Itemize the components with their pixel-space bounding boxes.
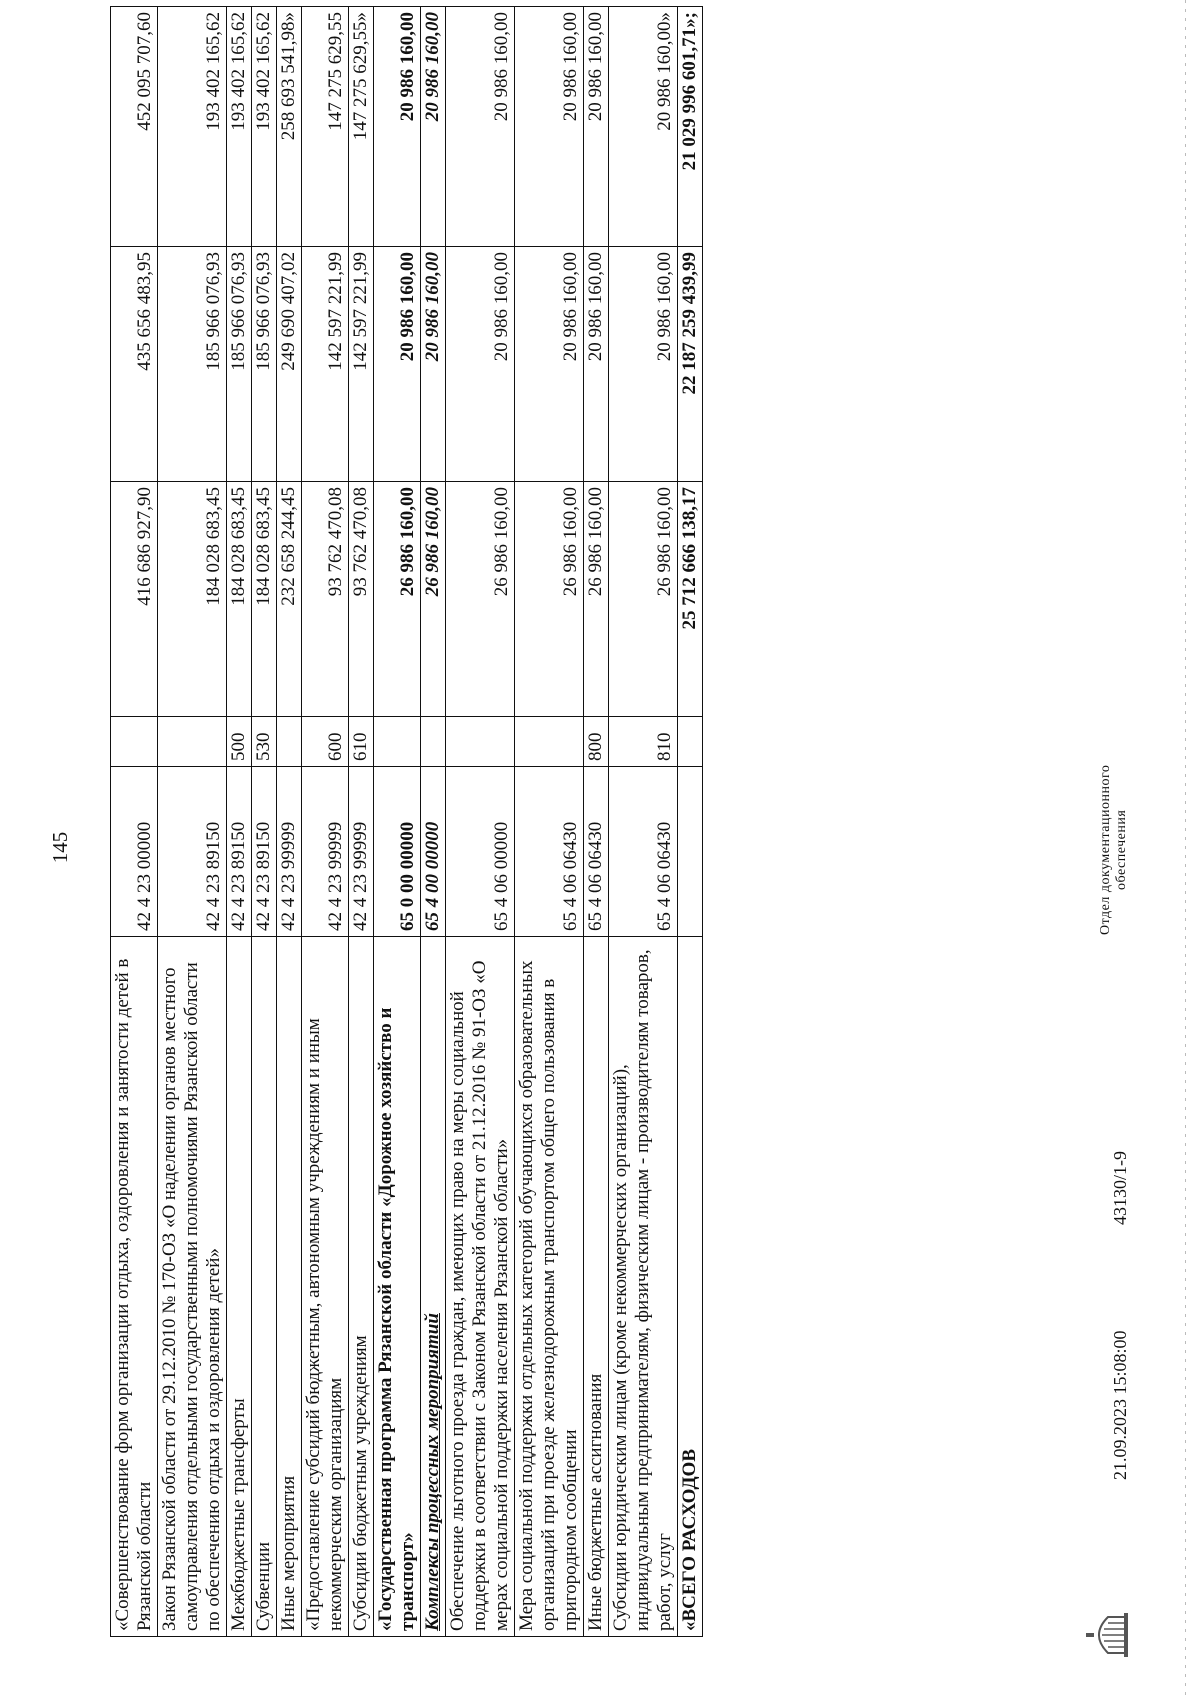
row-value-2024-cell: 185 966 076,93 <box>158 247 227 482</box>
row-value-2023-cell: 416 686 927,90 <box>111 482 158 717</box>
row-value-2023-cell: 26 986 160,00 <box>421 482 446 717</box>
footer-department <box>1098 765 1130 935</box>
footer-doc-number: 43130/1-9 <box>1110 1151 1130 1225</box>
row-value-2025-cell: 20 986 160,00 <box>446 7 515 247</box>
table-row <box>349 7 374 1637</box>
row-name-cell: Закон Рязанской области от 29.12.2010 № 170-ОЗ «О наделении органов местного самоуправления отдельными государственными полномочиями Рязанской области по обеспечению отдыха и оздоровления детей» <box>158 937 227 1637</box>
row-vr-cell <box>446 717 515 767</box>
row-name-cell: «Совершенствование форм организации отдыха, оздоровления и занятости детей в Рязанской области <box>111 937 158 1637</box>
row-value-2023-cell: 93 762 470,08 <box>302 482 349 717</box>
row-value-2025-cell: 20 986 160,00 <box>584 7 609 247</box>
table-row <box>302 7 349 1637</box>
row-name-cell: Субсидии бюджетным учреждениям <box>349 937 374 1637</box>
row-value-2024-cell: 142 597 221,99 <box>302 247 349 482</box>
row-vr-cell <box>515 717 584 767</box>
row-value-2024-cell: 435 656 483,95 <box>111 247 158 482</box>
duma-building-logo-icon <box>1080 1605 1140 1665</box>
row-value-2023-cell: 26 986 160,00 <box>446 482 515 717</box>
row-vr-cell: 610 <box>349 717 374 767</box>
row-value-2025-cell: 147 275 629,55 <box>302 7 349 247</box>
row-name-cell: Межбюджетные трансферты <box>227 937 252 1637</box>
row-code-cell: 42 4 23 89150 <box>252 767 277 937</box>
row-name-cell: Субвенции <box>252 937 277 1637</box>
row-value-2024-cell: 22 187 259 439,99 <box>678 247 703 482</box>
row-value-2025-cell: 193 402 165,62 <box>252 7 277 247</box>
row-code-cell: 42 4 23 99999 <box>349 767 374 937</box>
table-row <box>515 7 584 1637</box>
row-value-2023-cell: 93 762 470,08 <box>349 482 374 717</box>
row-vr-cell <box>111 717 158 767</box>
budget-table <box>110 6 703 1637</box>
row-code-cell: 42 4 23 00000 <box>111 767 158 937</box>
row-value-2025-cell: 452 095 707,60 <box>111 7 158 247</box>
row-code-cell: 42 4 23 99999 <box>277 767 302 937</box>
row-name-cell: «ВСЕГО РАСХОДОВ <box>678 937 703 1637</box>
table-row <box>678 7 703 1637</box>
row-name-cell: Субсидии юридическим лицам (кроме некоммерческих организаций), индивидуальным предпринимателям, физическим лицам - производителям товаров, работ, услуг <box>609 937 678 1637</box>
row-code-cell: 65 4 06 06430 <box>584 767 609 937</box>
row-value-2025-cell: 193 402 165,62 <box>158 7 227 247</box>
row-value-2024-cell: 20 986 160,00 <box>584 247 609 482</box>
table-row <box>111 7 158 1637</box>
row-value-2024-cell: 185 966 076,93 <box>252 247 277 482</box>
row-vr-cell <box>158 717 227 767</box>
row-value-2025-cell: 20 986 160,00 <box>515 7 584 247</box>
row-value-2024-cell: 249 690 407,02 <box>277 247 302 482</box>
footer-date: 21.09.2023 15:08:00 <box>1110 1330 1130 1480</box>
row-name-cell: «Предоставление субсидий бюджетным, автономным учреждениям и иным некоммерческим организациям <box>302 937 349 1637</box>
row-value-2023-cell: 184 028 683,45 <box>158 482 227 717</box>
row-value-2025-cell: 147 275 629,55» <box>349 7 374 247</box>
table-row <box>252 7 277 1637</box>
row-vr-cell <box>374 717 421 767</box>
row-value-2023-cell: 184 028 683,45 <box>252 482 277 717</box>
row-value-2024-cell: 20 986 160,00 <box>609 247 678 482</box>
row-vr-cell: 500 <box>227 717 252 767</box>
row-name-cell: Мера социальной поддержки отдельных категорий обучающихся образовательных организаций при проезде железнодорожным транспортом общего пользования в пригородном сообщении <box>515 937 584 1637</box>
table-row <box>158 7 227 1637</box>
row-value-2024-cell: 185 966 076,93 <box>227 247 252 482</box>
row-vr-cell: 530 <box>252 717 277 767</box>
row-code-cell: 65 4 00 00000 <box>421 767 446 937</box>
footer-dept-line2: обеспечения <box>1114 809 1129 890</box>
row-name-cell: Обеспечение льготного проезда граждан, имеющих право на меры социальной поддержки в соответствии с Законом Рязанской области от 21.12.2016 № 91-ОЗ «О мерах социальной поддержки населения Рязанской области» <box>446 937 515 1637</box>
row-vr-cell: 800 <box>584 717 609 767</box>
row-value-2025-cell: 258 693 541,98» <box>277 7 302 247</box>
row-code-cell: 65 4 06 06430 <box>515 767 584 937</box>
row-vr-cell <box>421 717 446 767</box>
row-value-2024-cell: 142 597 221,99 <box>349 247 374 482</box>
row-value-2023-cell: 232 658 244,45 <box>277 482 302 717</box>
row-code-cell: 65 4 06 06430 <box>609 767 678 937</box>
table-row <box>446 7 515 1637</box>
row-value-2023-cell: 26 986 160,00 <box>374 482 421 717</box>
row-value-2024-cell: 20 986 160,00 <box>421 247 446 482</box>
page-number: 145 <box>48 831 72 864</box>
row-code-cell: 42 4 23 89150 <box>158 767 227 937</box>
row-value-2024-cell: 20 986 160,00 <box>374 247 421 482</box>
row-vr-cell: 600 <box>302 717 349 767</box>
row-value-2023-cell: 26 986 160,00 <box>609 482 678 717</box>
row-value-2023-cell: 26 986 160,00 <box>584 482 609 717</box>
footer-dept-line1: Отдел документационного <box>1098 764 1113 935</box>
row-name-cell: Иные мероприятия <box>277 937 302 1637</box>
table-row <box>227 7 252 1637</box>
row-value-2023-cell: 25 712 666 138,17 <box>678 482 703 717</box>
row-value-2025-cell: 21 029 996 601,71»; <box>678 7 703 247</box>
row-value-2023-cell: 26 986 160,00 <box>515 482 584 717</box>
row-code-cell <box>678 767 703 937</box>
row-code-cell: 42 4 23 89150 <box>227 767 252 937</box>
row-code-cell: 65 4 06 00000 <box>446 767 515 937</box>
row-value-2025-cell: 20 986 160,00 <box>374 7 421 247</box>
row-value-2024-cell: 20 986 160,00 <box>515 247 584 482</box>
row-name-cell: Комплексы процессных мероприятий <box>421 937 446 1637</box>
table-row <box>609 7 678 1637</box>
table-row <box>374 7 421 1637</box>
row-name-cell: Иные бюджетные ассигнования <box>584 937 609 1637</box>
row-value-2025-cell: 193 402 165,62 <box>227 7 252 247</box>
row-vr-cell <box>678 717 703 767</box>
row-value-2023-cell: 184 028 683,45 <box>227 482 252 717</box>
row-vr-cell <box>277 717 302 767</box>
row-value-2025-cell: 20 986 160,00 <box>421 7 446 247</box>
row-vr-cell: 810 <box>609 717 678 767</box>
row-code-cell: 42 4 23 99999 <box>302 767 349 937</box>
row-name-cell: «Государственная программа Рязанской области «Дорожное хозяйство и транспорт» <box>374 937 421 1637</box>
row-code-cell: 65 0 00 00000 <box>374 767 421 937</box>
row-value-2024-cell: 20 986 160,00 <box>446 247 515 482</box>
table-row <box>421 7 446 1637</box>
row-value-2025-cell: 20 986 160,00» <box>609 7 678 247</box>
table-row <box>277 7 302 1637</box>
table-row <box>584 7 609 1637</box>
